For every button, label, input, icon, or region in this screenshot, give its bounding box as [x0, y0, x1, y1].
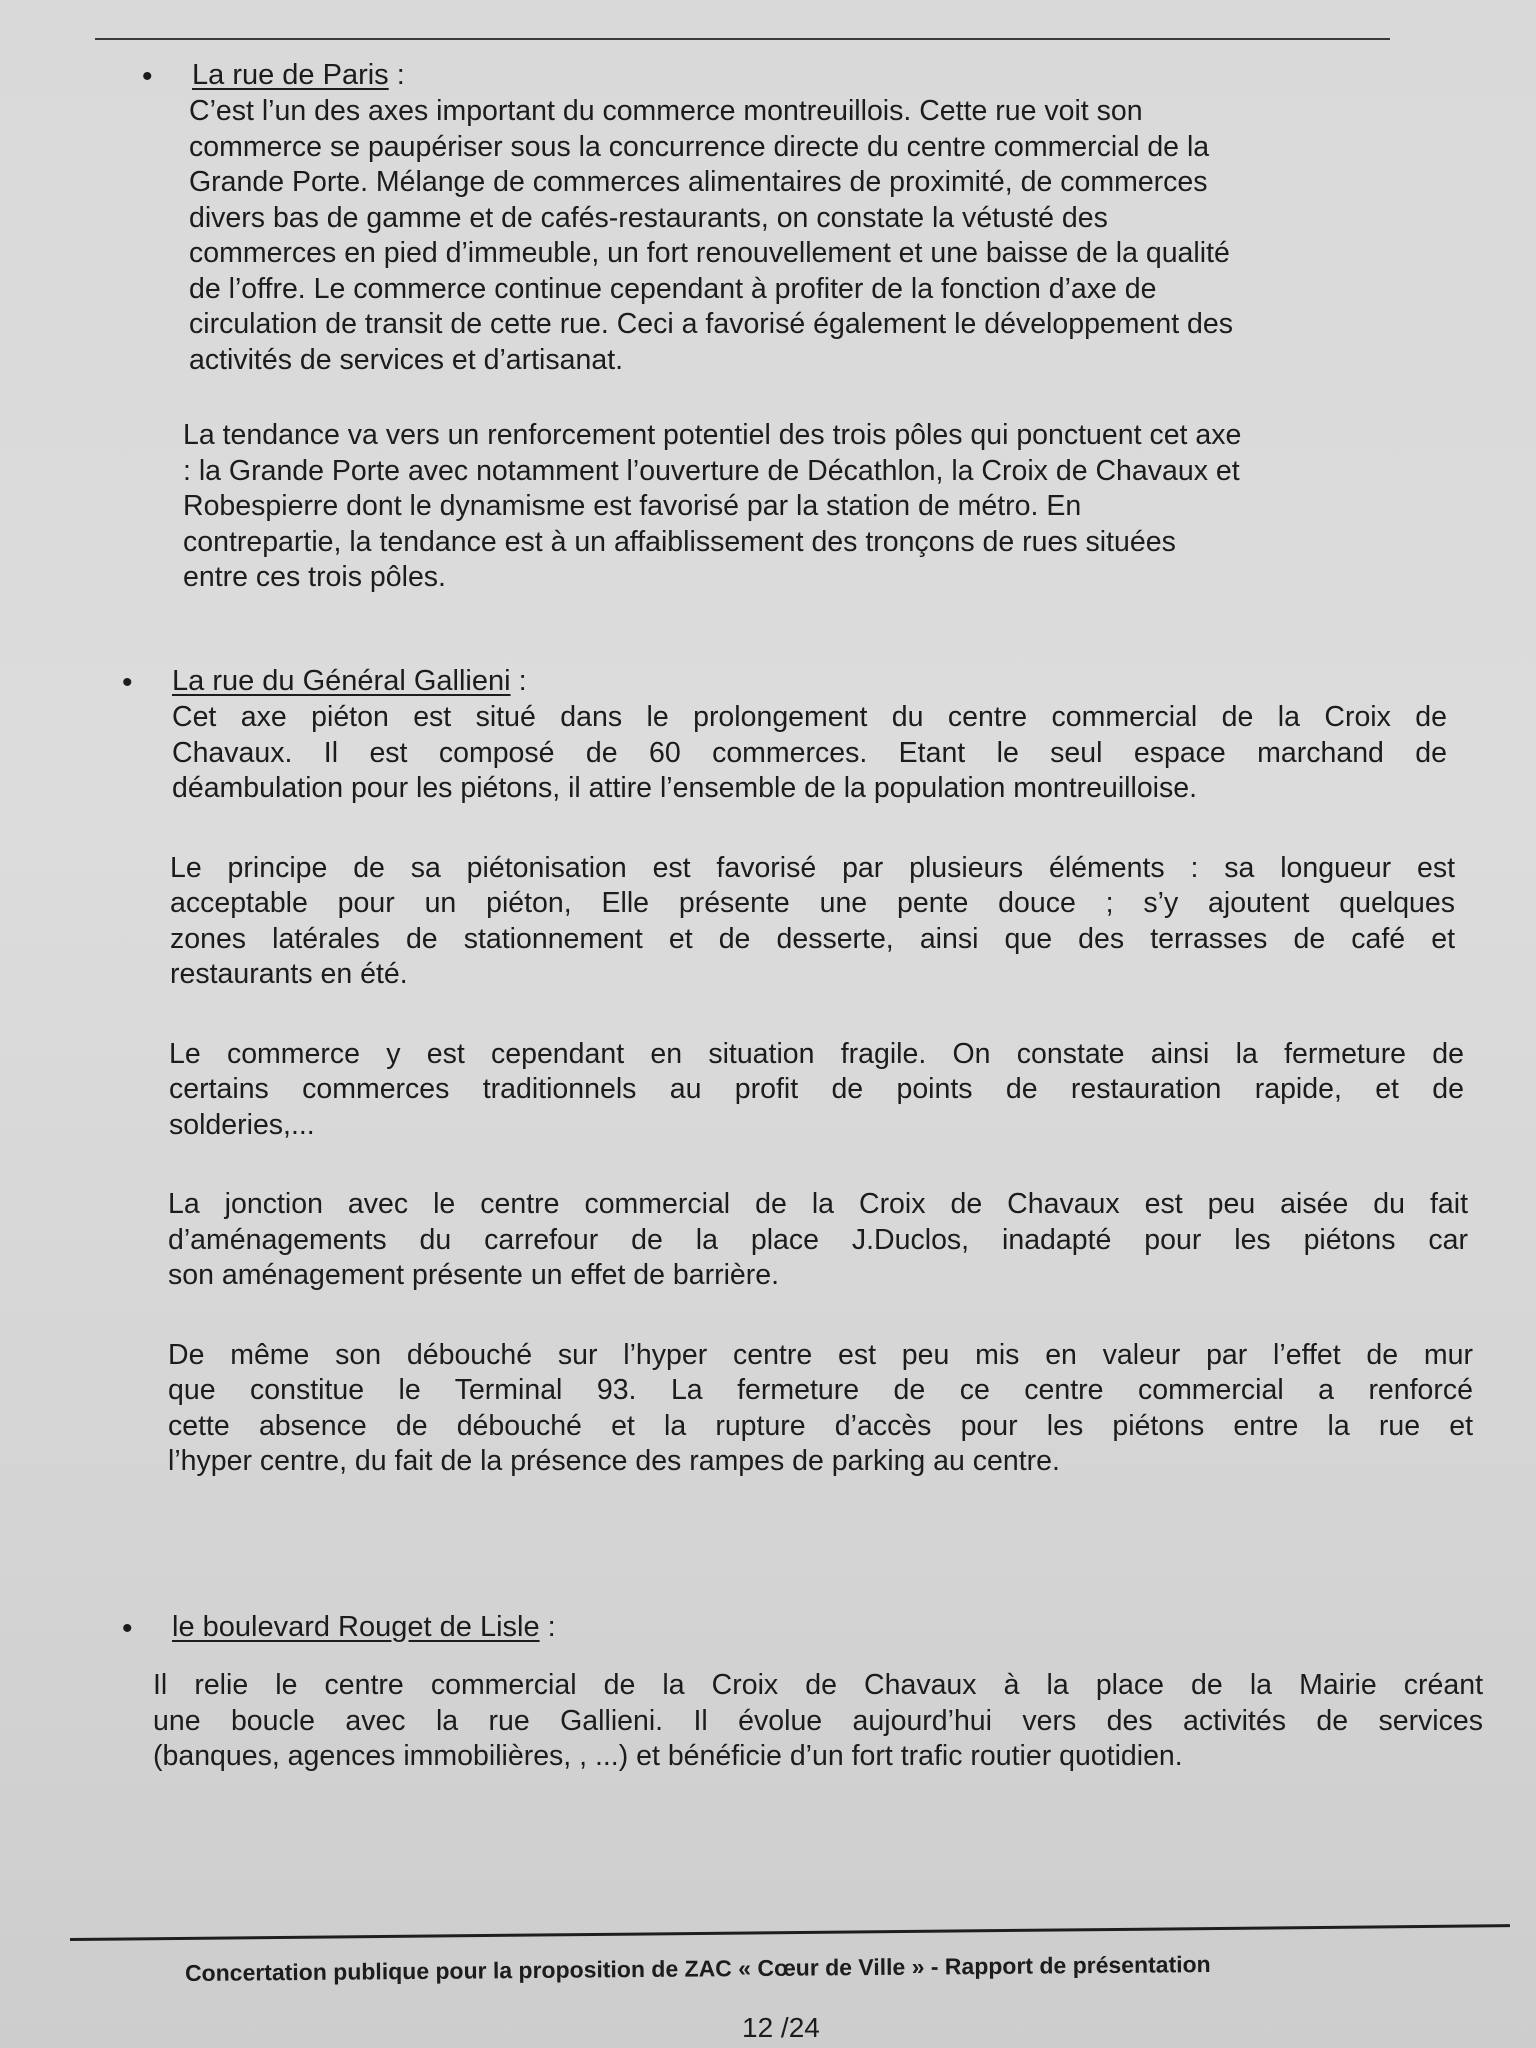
text-line: circulation de transit de cette rue. Ceci a favorisé également le développement des — [189, 308, 1234, 340]
paragraph — [145, 94, 1405, 378]
top-rule — [95, 38, 1390, 40]
text-line: Le principe de sa piétonisation est favorisé par plusieurs éléments : sa longueur est — [170, 851, 1455, 884]
section-rue-de-paris — [142, 56, 1405, 596]
text-line: contrepartie, la tendance est à un affaiblissement des tronçons de rues situées — [183, 525, 1176, 558]
text-line: acceptable pour un piéton, Elle présente une pente douce ; s’y ajoutent quelques — [170, 887, 1455, 919]
text-line: Il relie le centre commercial de la Croix de Chavaux à la place de la Mairie créant — [153, 1669, 1483, 1701]
text-line: : la Grande Porte avec notamment l’ouverture de Décathlon, la Croix de Chavaux et — [183, 454, 1240, 487]
text-line: cette absence de débouché et la rupture d’accès pour les piétons entre la rue et — [168, 1409, 1473, 1442]
text-line: commerce se paupériser sous la concurrence directe du centre commercial de la — [189, 130, 1210, 163]
text-line: certains commerces traditionnels au profit de points de restauration rapide, et de — [169, 1073, 1464, 1105]
footer-rule — [70, 1924, 1510, 1941]
text-line: l’hyper centre, du fait de la présence des rampes de parking au centre. — [168, 1445, 1060, 1477]
section-boulevard-rouget-de-lisle — [122, 1608, 1505, 1775]
paragraph — [125, 1037, 1464, 1144]
paragraph — [145, 418, 1405, 596]
section-heading — [125, 662, 1485, 700]
text-line: son aménagement présente un effet de barrière. — [168, 1259, 780, 1291]
text-line: Chavaux. Il est composé de 60 commerces. Etant le seul espace marchand de — [172, 736, 1447, 769]
section-title: La rue de Paris — [192, 59, 389, 91]
text-line: Grande Porte. Mélange de commerces alimentaires de proximité, de commerces — [189, 166, 1208, 198]
paragraph — [125, 1187, 1468, 1294]
text-line: entre ces trois pôles. — [183, 561, 446, 593]
paragraph — [125, 851, 1455, 993]
text-line: zones latérales de stationnement et de desserte, ainsi que des terrasses de café et — [170, 922, 1455, 955]
section-title-suffix: : — [510, 665, 527, 697]
text-line: que constitue le Terminal 93. La fermeture de ce centre commercial a renforcé — [168, 1374, 1473, 1406]
text-line: De même son débouché sur l’hyper centre est peu mis en valeur par l’effet de mur — [168, 1338, 1473, 1371]
text-line: restaurants en été. — [170, 958, 408, 990]
text-line: déambulation pour les piétons, il attire l’ensemble de la population montreuilloise. — [172, 772, 1198, 804]
text-line: activités de services et d’artisanat. — [189, 343, 624, 376]
text-line: commerces en pied d’immeuble, un fort renouvellement et une baisse de la qualité — [189, 237, 1230, 269]
section-heading — [145, 56, 1405, 94]
paragraph — [125, 1338, 1473, 1480]
text-line: (banques, agences immobilières, , ...) et bénéficie d’un fort trafic routier quotidien. — [153, 1740, 1183, 1772]
section-title: La rue du Général Gallieni — [172, 665, 511, 697]
text-line: La tendance va vers un renforcement potentiel des trois pôles qui ponctuent cet axe — [183, 419, 1242, 451]
section-title: le boulevard Rouget de Lisle — [172, 1611, 540, 1643]
text-line: divers bas de gamme et de cafés-restaurants, on constate la vétusté des — [189, 201, 1108, 234]
section-title-suffix: : — [539, 1611, 556, 1643]
bullet-marker: • — [122, 1612, 133, 1645]
bullet-marker: • — [142, 60, 153, 93]
text-line: Cet axe piéton est situé dans le prolongement du centre commercial de la Croix de — [172, 701, 1447, 733]
text-line: une boucle avec la rue Gallieni. Il évolue aujourd’hui vers des activités de services — [153, 1704, 1483, 1737]
footer-title: Concertation publique pour la proposition de ZAC « Cœur de Ville » - Rapport de présentation — [184, 1951, 1211, 1986]
section-title-suffix: : — [388, 59, 405, 91]
section-heading — [125, 1608, 1505, 1646]
paragraph — [125, 1668, 1483, 1775]
text-line: Le commerce y est cependant en situation fragile. On constate ainsi la fermeture de — [169, 1037, 1464, 1070]
bullet-marker: • — [122, 666, 133, 699]
paragraph — [125, 700, 1447, 807]
text-line: La jonction avec le centre commercial de la Croix de Chavaux est peu aisée du fait — [168, 1188, 1468, 1220]
text-line: C’est l’un des axes important du commerce montreuillois. Cette rue voit son — [189, 95, 1143, 127]
text-line: de l’offre. Le commerce continue cependant à profiter de la fonction d’axe de — [189, 272, 1157, 305]
page-number: 12 /24 — [742, 2012, 820, 2043]
section-rue-du-general-gallieni — [122, 662, 1485, 1480]
text-line: solderies,... — [169, 1108, 315, 1141]
text-line: Robespierre dont le dynamisme est favorisé par la station de métro. En — [183, 490, 1082, 522]
text-line: d’aménagements du carrefour de la place J.Duclos, inadapté pour les piétons car — [168, 1223, 1468, 1256]
